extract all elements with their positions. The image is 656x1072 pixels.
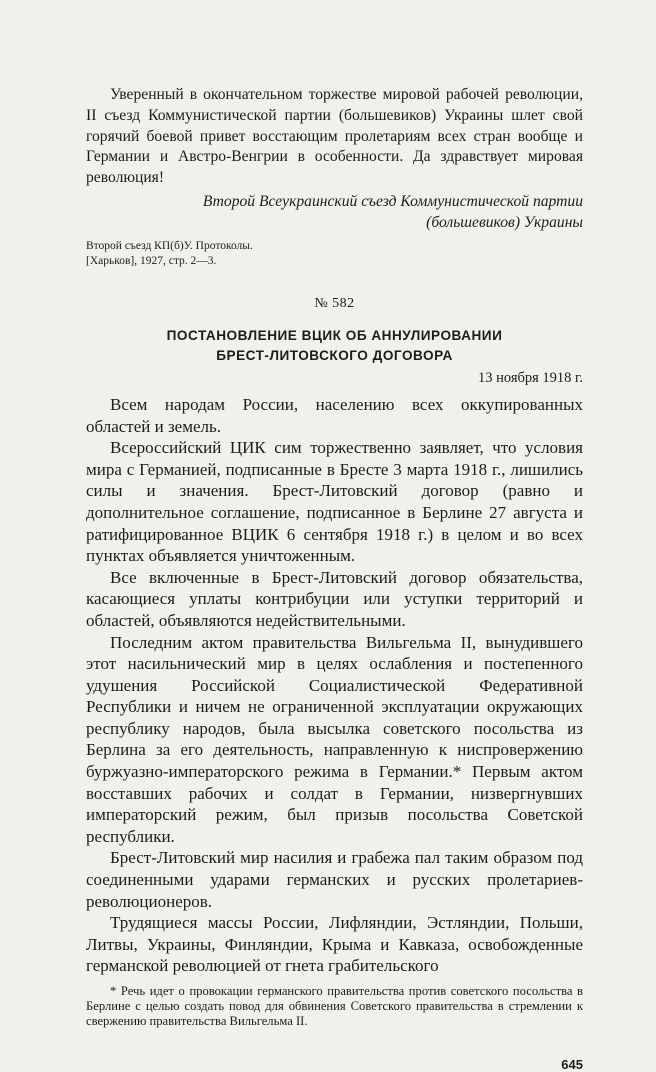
book-page	[86, 85, 583, 1072]
title-line-1: ПОСТАНОВЛЕНИЕ ВЦИК ОБ АННУЛИРОВАНИИ	[166, 327, 503, 343]
document-title	[86, 326, 583, 366]
intro-section	[86, 85, 583, 233]
body-paragraph-1: Всем народам России, населению всех оккупированных областей и земель.	[86, 394, 583, 436]
page-number: 645	[561, 1056, 583, 1072]
source-line-1: Второй съезд КП(б)У. Протоколы.	[86, 239, 253, 252]
document-body	[86, 394, 583, 977]
signature-line-2: (большевиков) Украины	[426, 213, 583, 231]
footnote: * Речь идет о провокации германского правительства против советского посольства в Берлине с целью создать повод для обвинения Советского правительства в стремлении к свержению правительства Вильгельма II.	[86, 984, 583, 1029]
body-paragraph-6: Трудящиеся массы России, Лифляндии, Эстляндии, Польши, Литвы, Украины, Финляндии, Крыма и Кавказа, освобожденные германской революцией от гнета грабительского	[86, 913, 583, 976]
document-number: № 582	[314, 295, 355, 311]
title-line-2: БРЕСТ-ЛИТОВСКОГО ДОГОВОРА	[216, 347, 453, 363]
intro-signature	[86, 191, 583, 233]
body-paragraph-3: Все включенные в Брест-Литовский договор обязательства, касающиеся уплаты контрибуции или уступки территорий и областей, объявляются недействительными.	[86, 567, 583, 630]
source-line-2: [Харьков], 1927, стр. 2—3.	[86, 254, 217, 267]
source-citation	[86, 239, 583, 269]
document-date: 13 ноября 1918 г.	[477, 369, 583, 386]
body-paragraph-5: Брест-Литовский мир насилия и грабежа пал таким образом под соединенными ударами германских и русских пролетариев-революционеров.	[86, 848, 583, 911]
intro-paragraph: Уверенный в окончательном торжестве мировой рабочей революции, II съезд Коммунистической партии (большевиков) Украины шлет свой горячий боевой привет восстающим пролетариям всех стран вообще и Германии и Австро-Венгрии в особенности. Да здравствует мировая революция!	[86, 86, 583, 187]
signature-line-1: Второй Всеукраинский съезд Коммунистической партии	[202, 192, 583, 210]
body-paragraph-2: Всероссийский ЦИК сим торжественно заявляет, что условия мира с Германией, подписанные в Бресте 3 марта 1918 г., лишились силы и значения. Брест-Литовский договор (равно и дополнительное соглашение, подписанное в Берлине 27 августа и ратифицированное ВЦИК 6 сентября 1918 г.) в целом и во всех пунктах объявляется уничтоженным.	[86, 438, 583, 566]
body-paragraph-4: Последним актом правительства Вильгельма II, вынудившего этот насильнический мир в целях ослабления и постепенного удушения Российской Социалистической Федеративной Республики и ничем не ограниченной эксплуатации окружающих республику народов, была высылка советского посольства из Берлина за его деятельность, направленную к ниспровержению буржуазно-императорского режима в Германии.* Первым актом восставших рабочих и солдат в Германии, низвергнувших императорский режим, был призыв посольства Советской республики.	[86, 632, 583, 846]
